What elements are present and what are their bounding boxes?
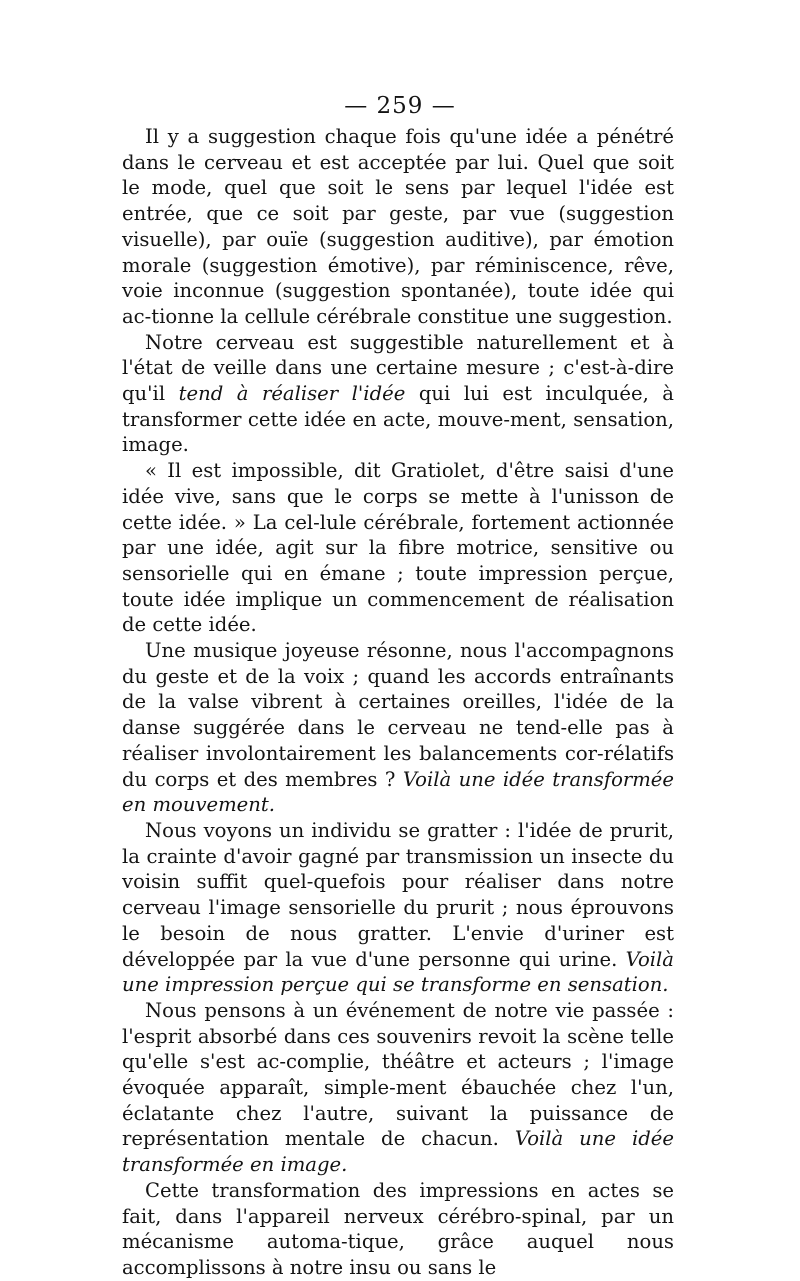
paragraph-brain-suggestible <box>122 330 674 459</box>
italic-phrase: Voilà une idée transformée en image. <box>122 1127 675 1177</box>
paragraph-memory-image <box>122 998 674 1178</box>
paragraph-text: Il y a suggestion chaque fois qu'une idée a pénétré dans le cerveau et est acceptée par lui. Quel que soit le mode, quel que soit le sens par lequel l'idée est entrée, que ce soit par geste, par vue (suggestion visuelle), par ouïe (suggestion auditive), par émotion morale (suggestion émotive), par réminiscence, rêve, voie inconnue (suggestion spontanée), toute idée qui ac-tionne la cellule cérébrale constitue une suggestion. <box>122 125 674 328</box>
paragraph-text: Notre cerveau est suggestible naturellement et à l'état de veille dans une certaine mesure ; c'est-à-dire qu'il <box>122 330 674 406</box>
paragraph-music-movement <box>122 638 674 818</box>
paragraph-text: Nous pensons à un événement de notre vie passée : l'esprit absorbé dans ces souvenirs revoit la scène telle qu'elle s'est ac-complie, théâtre et acteurs ; l'image évoquée apparaît, simple-ment ébauchée chez l'un, éclatante chez l'autre, suivant la puissance de représentation mentale de chacun. <box>122 998 674 1151</box>
paragraph-suggestion-definition <box>122 124 674 330</box>
paragraph-text: Nous voyons un individu se gratter : l'idée de prurit, la crainte d'avoir gagné par transmission un insecte du voisin suffit quel-quefois pour réaliser dans notre cerveau l'image sensorielle du prurit ; nous éprouvons le besoin de nous gratter. L'envie d'uriner est développée par la vue d'une personne qui urine. <box>122 818 674 971</box>
body-text <box>122 124 674 1281</box>
italic-phrase: tend à réaliser l'idée <box>178 382 406 406</box>
paragraph-text: Cette transformation des impressions en actes se fait, dans l'appareil nerveux cérébro-spinal, par un mécanisme automa-tique, grâce auquel nous accomplissons à notre insu ou sans le <box>122 1178 674 1279</box>
paragraph-transformation-mechanism <box>122 1178 674 1281</box>
paragraph-text: qui lui est inculquée, à transformer cette idée en acte, mouve-ment, sensation, image. <box>122 382 674 457</box>
paragraph-text: Une musique joyeuse résonne, nous l'accompagnons du geste et de la voix ; quand les accords entraînants de la valse vibrent à certaines oreilles, l'idée de la danse suggérée dans le cerveau ne tend-elle pas à réaliser involontairement les balancements cor-rélatifs du corps et des membres ? <box>122 639 674 791</box>
paragraph-prurit-sensation <box>122 818 674 998</box>
paragraph-text: « Il est impossible, dit Gratiolet, d'être saisi d'une idée vive, sans que le corps se mette à l'unisson de cette idée. » La cel-lule cérébrale, fortement actionnée par une idée, agit sur la fibre motrice, sensitive ou sensorielle qui en émane ; toute impression perçue, toute idée implique un commencement de réalisation de cette idée. <box>122 459 674 637</box>
paragraph-gratiolet-quote <box>122 458 674 638</box>
italic-phrase: Voilà une idée transformée en mouvement. <box>122 767 675 817</box>
italic-phrase: Voilà une impression perçue qui se transforme en sensation. <box>122 947 674 997</box>
page-number: — 259 — <box>344 93 456 119</box>
